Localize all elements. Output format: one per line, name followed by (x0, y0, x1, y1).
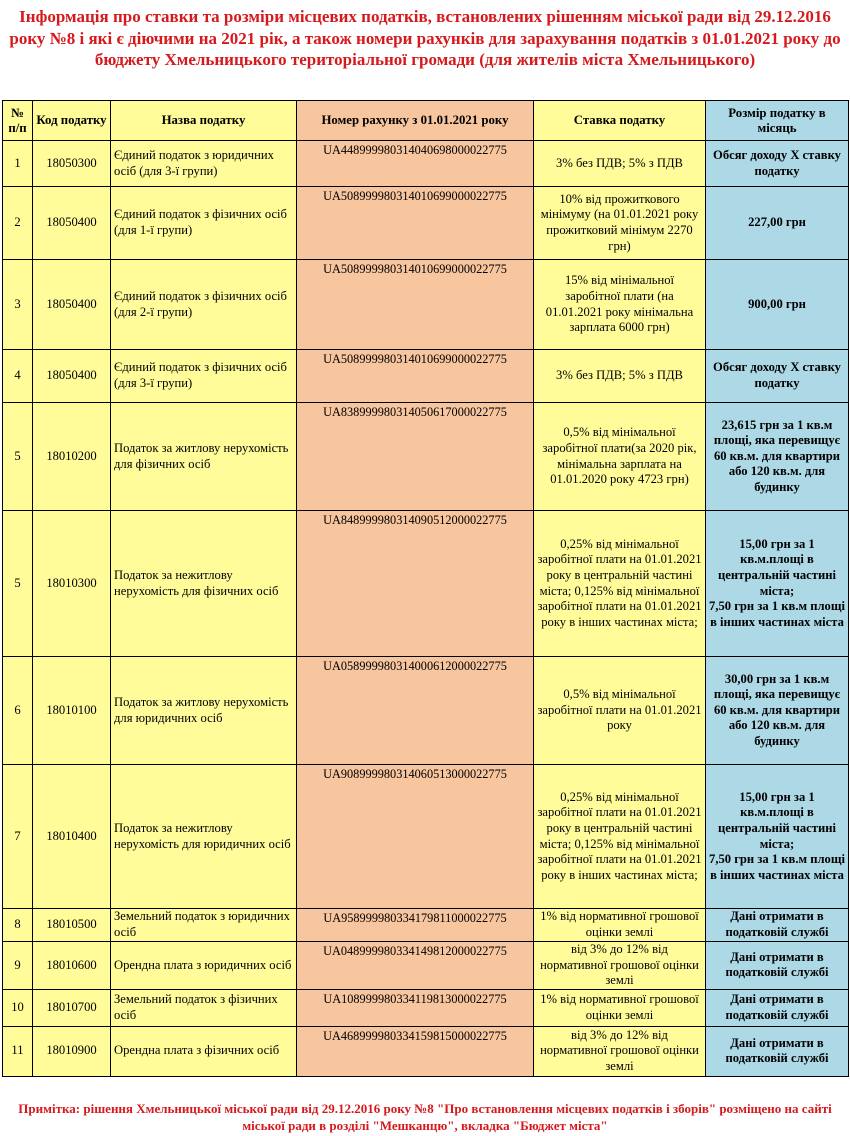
cell-account: UA508999980314010699000022775 (297, 187, 534, 260)
cell-num: 1 (3, 141, 33, 187)
cell-code: 18050300 (33, 141, 111, 187)
cell-rate: 3% без ПДВ; 5% з ПДВ (534, 350, 706, 403)
cell-name: Земельний податок з юридичних осіб (111, 909, 297, 942)
cell-code: 18010900 (33, 1026, 111, 1076)
cell-code: 18010700 (33, 989, 111, 1026)
cell-code: 18010500 (33, 909, 111, 942)
cell-code: 18010300 (33, 511, 111, 657)
cell-num: 8 (3, 909, 33, 942)
cell-rate: 3% без ПДВ; 5% з ПДВ (534, 141, 706, 187)
cell-account: UA448999980314040698000022775 (297, 141, 534, 187)
table-row (3, 942, 849, 990)
table-row (3, 141, 849, 187)
page-title: Інформація про ставки та розміри місцевих податків, встановлених рішенням міської ради від 29.12.2016 року №8 і які є діючими на 2021 рік, а також номери рахунків для зарахування податків з 01.01.2021 року до бюджету Хмельницького територіальної громади (для жителів міста Хмельницького) (9, 7, 841, 69)
table-row (3, 989, 849, 1026)
cell-size: 15,00 грн за 1 кв.м.площі в центральній частині міста; 7,50 грн за 1 кв.м площі в інших частинах міста (706, 511, 849, 657)
cell-account: UA058999980314000612000022775 (297, 657, 534, 765)
cell-account: UA508999980314010699000022775 (297, 350, 534, 403)
cell-code: 18050400 (33, 187, 111, 260)
cell-size: 23,615 грн за 1 кв.м площі, яка перевищує 60 кв.м. для квартири або 120 кв.м. для будинку (706, 403, 849, 511)
table-row (3, 350, 849, 403)
cell-size: Дані отримати в податковій службі (706, 909, 849, 942)
cell-code: 18010600 (33, 942, 111, 990)
cell-account: UA048999980334149812000022775 (297, 942, 534, 990)
cell-rate: від 3% до 12% від нормативної грошової оцінки землі (534, 942, 706, 990)
table-row (3, 187, 849, 260)
cell-size: Дані отримати в податковій службі (706, 1026, 849, 1076)
cell-code: 18050400 (33, 260, 111, 350)
cell-num: 6 (3, 657, 33, 765)
cell-name: Податок за житлову нерухомість для фізичних осіб (111, 403, 297, 511)
tax-table (2, 100, 849, 1077)
header-size: Розмір податку в місяць (706, 101, 849, 141)
table-row (3, 260, 849, 350)
header-name: Назва податку (111, 101, 297, 141)
header-account: Номер рахунку з 01.01.2021 року (297, 101, 534, 141)
cell-size: Обсяг доходу Х ставку податку (706, 350, 849, 403)
cell-num: 9 (3, 942, 33, 990)
cell-num: 10 (3, 989, 33, 1026)
cell-name: Земельний податок з фізичних осіб (111, 989, 297, 1026)
cell-account: UA468999980334159815000022775 (297, 1026, 534, 1076)
cell-size: Дані отримати в податковій службі (706, 989, 849, 1026)
header-code: Код податку (33, 101, 111, 141)
cell-code: 18010400 (33, 765, 111, 909)
cell-code: 18010100 (33, 657, 111, 765)
cell-rate: 1% від нормативної грошової оцінки землі (534, 989, 706, 1026)
cell-rate: 0,5% від мінімальної заробітної плати на 01.01.2021 року (534, 657, 706, 765)
cell-num: 7 (3, 765, 33, 909)
cell-size: 15,00 грн за 1 кв.м.площі в центральній частині міста; 7,50 грн за 1 кв.м площі в інших частинах міста (706, 765, 849, 909)
cell-rate: 0,25% від мінімальної заробітної плати на 01.01.2021 року в центральній частині міста; 0,125% від мінімальної заробітної плати на 01.01.2021 року в інших частинах міста; (534, 511, 706, 657)
table-row (3, 765, 849, 909)
cell-name: Єдиний податок з фізичних осіб (для 1-ї групи) (111, 187, 297, 260)
cell-size: 30,00 грн за 1 кв.м площі, яка перевищує 60 кв.м. для квартири або 120 кв.м. для будинку (706, 657, 849, 765)
cell-account: UA838999980314050617000022775 (297, 403, 534, 511)
cell-size: 227,00 грн (706, 187, 849, 260)
table-row (3, 403, 849, 511)
table-row (3, 657, 849, 765)
table-header-row (3, 101, 849, 141)
cell-rate: 0,25% від мінімальної заробітної плати на 01.01.2021 року в центральній частині міста; 0,125% від мінімальної заробітної плати на 01.01.2021 року в інших частинах міста; (534, 765, 706, 909)
cell-account: UA958999980334179811000022775 (297, 909, 534, 942)
cell-code: 18010200 (33, 403, 111, 511)
table-row (3, 909, 849, 942)
cell-rate: 10% від прожиткового мінімуму (на 01.01.2021 року прожитковий мінімум 2270 грн) (534, 187, 706, 260)
cell-num: 5 (3, 403, 33, 511)
cell-account: UA508999980314010699000022775 (297, 260, 534, 350)
cell-rate: від 3% до 12% від нормативної грошової оцінки землі (534, 1026, 706, 1076)
cell-num: 4 (3, 350, 33, 403)
cell-account: UA848999980314090512000022775 (297, 511, 534, 657)
table-body (3, 141, 849, 1077)
cell-size: Дані отримати в податковій службі (706, 942, 849, 990)
cell-name: Єдиний податок з фізичних осіб (для 2-ї групи) (111, 260, 297, 350)
cell-account: UA908999980314060513000022775 (297, 765, 534, 909)
cell-rate: 1% від нормативної грошової оцінки землі (534, 909, 706, 942)
cell-name: Орендна плата з юридичних осіб (111, 942, 297, 990)
cell-name: Єдиний податок з юридичних осіб (для 3-ї групи) (111, 141, 297, 187)
cell-num: 5 (3, 511, 33, 657)
cell-name: Єдиний податок з фізичних осіб (для 3-ї групи) (111, 350, 297, 403)
header-num: № п/п (3, 101, 33, 141)
cell-name: Податок за житлову нерухомість для юридичних осіб (111, 657, 297, 765)
cell-size: Обсяг доходу Х ставку податку (706, 141, 849, 187)
table-row (3, 1026, 849, 1076)
cell-num: 11 (3, 1026, 33, 1076)
cell-name: Податок за нежитлову нерухомість для фізичних осіб (111, 511, 297, 657)
header-rate: Ставка податку (534, 101, 706, 141)
cell-name: Орендна плата з фізичних осіб (111, 1026, 297, 1076)
cell-num: 2 (3, 187, 33, 260)
cell-rate: 15% від мінімальної заробітної плати (на 01.01.2021 року мінімальна зарплата 6000 грн) (534, 260, 706, 350)
table-row (3, 511, 849, 657)
cell-rate: 0,5% від мінімальної заробітної плати(за 2020 рік, мінімальна зарплата на 01.01.2020 року 4723 грн) (534, 403, 706, 511)
footnote: Примітка: рішення Хмельницької міської ради від 29.12.2016 року №8 "Про встановлення місцевих податків і зборів" розміщено на сайті міської ради в розділі "Мешканцю", вкладка "Бюджет міста" (18, 1101, 832, 1133)
cell-num: 3 (3, 260, 33, 350)
cell-name: Податок за нежитлову нерухомість для юридичних осіб (111, 765, 297, 909)
cell-code: 18050400 (33, 350, 111, 403)
cell-account: UA108999980334119813000022775 (297, 989, 534, 1026)
cell-size: 900,00 грн (706, 260, 849, 350)
